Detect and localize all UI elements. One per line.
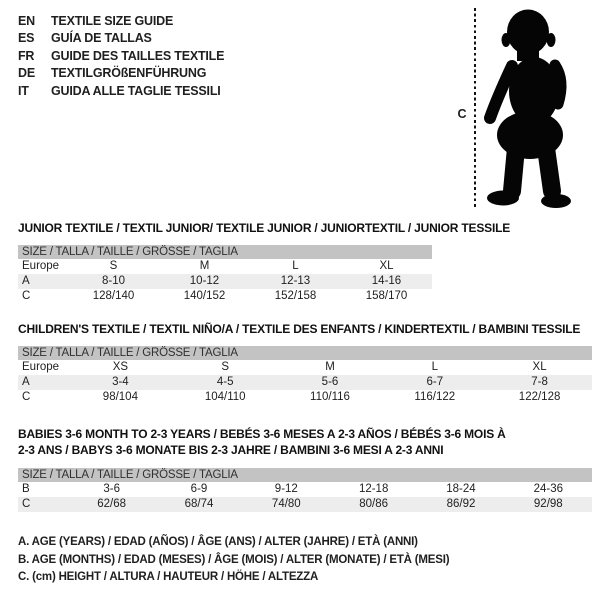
value-cell: 152/158 [274,290,317,302]
table-row-height [18,289,432,304]
value-cell: 68/74 [184,498,214,510]
value-cell: 128/140 [92,290,135,302]
babies-size-table [18,468,592,512]
value-cell: 12-13 [280,275,311,287]
childrens-table-title: CHILDREN'S TEXTILE / TEXTIL NIÑO/A / TEXTILE DES ENFANTS / KINDERTEXTIL / BAMBINI TESSILE [18,322,581,336]
language-code: DE [18,66,35,81]
row-label: A [22,275,30,287]
value-cell: 3-4 [112,376,129,388]
babies-table-title: BABIES 3-6 MONTH TO 2-3 YEARS / BEBÉS 3-6 MESES A 2-3 AÑOS / BÉBÉS 3-6 MOIS À 2-3 ANS / BABYS 3-6 MONATE BIS 2-3 JAHRE / BAMBINI 3-6 MESI A 2-3 ANNI [18,427,506,457]
language-row-en [18,13,224,30]
legend-note-a: A. AGE (YEARS) / EDAD (AÑOS) / ÂGE (ANS) / ALTER (JAHRE) / ETÀ (ANNI) [18,536,418,548]
size-header-bar: SIZE / TALLA / TAILLE / GRÖSSE / TAGLIA [18,468,592,482]
junior-table-title: JUNIOR TEXTILE / TEXTIL JUNIOR/ TEXTILE JUNIOR / JUNIORTEXTIL / JUNIOR TESSILE [18,221,511,235]
size-cell: M [199,260,210,272]
size-header-bar: SIZE / TALLA / TAILLE / GRÖSSE / TAGLIA [18,346,592,360]
size-cell: L [292,260,299,272]
table-row-europe [18,259,432,274]
baby-silhouette [460,5,600,210]
language-label: GUIDE DES TAILLES TEXTILE [51,48,225,63]
language-code: ES [18,31,35,46]
value-cell: 7-8 [531,376,548,388]
value-cell: 104/110 [204,391,246,403]
language-row-de [18,65,224,82]
row-label: Europe [22,361,60,373]
value-cell: 158/170 [365,290,408,302]
size-header-bar: SIZE / TALLA / TAILLE / GRÖSSE / TAGLIA [18,245,432,259]
value-cell: 98/104 [102,391,138,403]
value-cell: 12-18 [358,483,389,495]
value-cell: 9-12 [274,483,298,495]
row-label: C [22,498,31,510]
size-cell: L [431,361,438,373]
value-cell: 86/92 [446,498,476,510]
legend-notes [18,534,449,587]
value-cell: 3-6 [103,483,120,495]
value-cell: 80/86 [359,498,389,510]
size-cell: XS [112,361,129,373]
value-cell: 6-9 [190,483,208,495]
value-cell: 5-6 [321,376,339,388]
language-code: IT [18,83,29,98]
legend-note-b: B. AGE (MONTHS) / EDAD (MESES) / ÂGE (MOIS) / ALTER (MONATE) / ETÀ (MESI) [18,553,450,566]
language-row-es [18,30,224,47]
value-cell: 18-24 [446,483,476,495]
table-row-europe [18,360,592,375]
row-label: A [22,376,30,388]
value-cell: 14-16 [371,275,402,287]
value-cell: 8-10 [101,275,126,287]
table-row-age-months [18,482,592,497]
value-cell: 10-12 [189,275,220,287]
value-cell: 62/68 [97,498,127,510]
language-row-it [18,83,224,100]
value-cell: 6-7 [426,376,444,388]
size-cell: S [109,260,118,272]
row-label: B [22,483,30,495]
row-label: Europe [22,260,60,272]
value-cell: 4-5 [216,376,234,388]
size-cell: XL [379,260,394,272]
size-cell: M [325,361,335,373]
language-code: FR [18,48,35,63]
language-code: EN [18,14,35,28]
height-figure [450,0,600,215]
table-row-age [18,375,592,390]
size-cell: XL [532,361,547,373]
junior-size-table [18,245,432,304]
table-row-height [18,497,592,512]
language-guide-list [18,13,224,100]
language-label: GUÍA DE TALLAS [51,31,152,46]
table-row-age [18,274,432,289]
language-label: TEXTILGRÖßENFÜHRUNG [51,66,207,81]
row-label: C [22,290,31,302]
table-row-height [18,390,592,405]
language-row-fr [18,48,224,65]
value-cell: 24-36 [533,483,564,495]
row-label: C [22,391,31,403]
value-cell: 122/128 [518,391,561,403]
childrens-size-table [18,346,592,405]
value-cell: 140/152 [183,290,226,302]
language-label: GUIDA ALLE TAGLIE TESSILI [51,83,221,98]
value-cell: 74/80 [271,498,301,510]
value-cell: 92/98 [533,498,563,510]
language-label: TEXTILE SIZE GUIDE [51,14,174,28]
height-measure-label: C [457,107,467,121]
size-cell: S [221,361,230,373]
value-cell: 116/122 [414,391,456,403]
legend-note-c: C. (cm) HEIGHT / ALTURA / HAUTEUR / HÖHE / ALTEZZA [18,571,319,584]
value-cell: 110/116 [310,391,350,403]
